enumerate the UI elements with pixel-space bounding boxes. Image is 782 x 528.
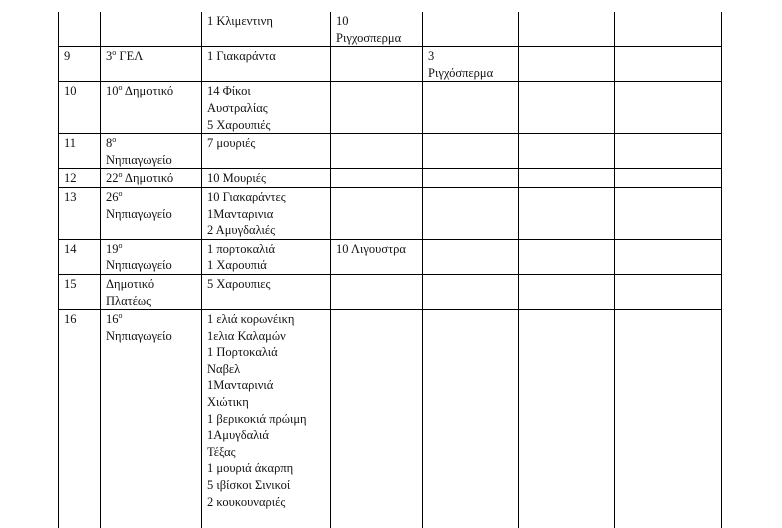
plants-cell	[202, 187, 331, 239]
empty-cell	[519, 239, 615, 274]
row-number-cell: 12	[59, 169, 101, 188]
plant-line: 1 πορτοκαλιά	[207, 241, 276, 256]
empty-cell	[519, 187, 615, 239]
plants-cell	[202, 274, 331, 309]
plant-line: Αυστραλίας	[207, 100, 268, 115]
extra-cell	[331, 134, 423, 169]
plants-cell	[202, 12, 331, 47]
plant-line: 1 Γιακαράντα	[207, 49, 276, 64]
extra-cell	[331, 82, 423, 134]
extra-cell	[423, 82, 519, 134]
empty-cell	[615, 239, 722, 274]
plant-line: 5 Χαρουπιες	[207, 276, 271, 291]
extra-cell	[331, 274, 423, 309]
school-cell: $19^o$ Νηπιαγωγείο	[101, 239, 202, 274]
extra-cell	[423, 187, 519, 239]
empty-cell	[519, 274, 615, 309]
plants-cell	[202, 47, 331, 82]
extra-cell	[423, 310, 519, 528]
school-cell: $10^o$ Δημοτικό	[101, 82, 202, 134]
empty-cell	[615, 12, 722, 47]
empty-cell	[615, 82, 722, 134]
plant-line: 1 Κλιμεντινη	[207, 14, 273, 28]
plant-line: 10 Γιακαράντες	[207, 189, 286, 204]
table-row	[59, 134, 722, 169]
plant-line: 1 μουριά άκαρπη	[207, 461, 294, 476]
plant-line: 1 Χαρουπιά	[207, 258, 267, 273]
extra-cell	[423, 274, 519, 309]
school-cell: Δημοτικό Πλατέως	[101, 274, 202, 309]
table-row	[59, 82, 722, 134]
empty-cell	[519, 82, 615, 134]
plant-line: Τέξας	[207, 444, 236, 459]
empty-cell	[519, 310, 615, 528]
empty-cell	[519, 134, 615, 169]
empty-cell	[615, 134, 722, 169]
plant-line: 14 Φίκοι	[207, 84, 251, 99]
row-number-cell: 13	[59, 187, 101, 239]
extra-line: 10	[336, 14, 349, 28]
plants-cell	[202, 239, 331, 274]
row-number-cell: 16	[59, 310, 101, 528]
extra-cell	[331, 239, 423, 274]
plant-line: 1Αμυγδαλιά	[207, 428, 269, 443]
school-cell: $26^o$ Νηπιαγωγείο	[101, 187, 202, 239]
extra-line: Ριγχόσπερμα	[428, 65, 494, 80]
extra-cell	[331, 47, 423, 82]
table-row	[59, 187, 722, 239]
plant-line: 2 Αμυγδαλιές	[207, 223, 276, 238]
plant-line: 2 κουκουναριές	[207, 494, 286, 509]
plant-line: 5 ιβίσκοι Σινικοί	[207, 478, 291, 493]
school-cell: $16^o$ Νηπιαγωγείο	[101, 310, 202, 528]
empty-cell	[519, 47, 615, 82]
extra-cell	[423, 239, 519, 274]
empty-cell	[615, 47, 722, 82]
empty-cell	[519, 12, 615, 47]
empty-cell	[615, 169, 722, 188]
school-cell: $8^o$ Νηπιαγωγείο	[101, 134, 202, 169]
empty-cell	[519, 169, 615, 188]
plant-line: 5 Χαρουπιές	[207, 117, 271, 132]
extra-cell	[331, 187, 423, 239]
extra-cell	[423, 169, 519, 188]
row-number-cell: 9	[59, 47, 101, 82]
row-number-cell: 15	[59, 274, 101, 309]
table-row	[59, 310, 722, 528]
plant-line: 1 ελιά κορωνέικη	[207, 312, 295, 327]
plant-line: 1Μανταρινια	[207, 206, 274, 221]
empty-cell	[615, 310, 722, 528]
table-row	[59, 239, 722, 274]
table-row	[59, 47, 722, 82]
extra-cell	[331, 169, 423, 188]
school-cell: $3^o$ ΓΕΛ	[101, 47, 202, 82]
plant-line: 10 Μουριές	[207, 171, 266, 186]
empty-cell	[615, 187, 722, 239]
row-number-cell: 10	[59, 82, 101, 134]
plant-line: 1Μανταρινιά	[207, 378, 274, 393]
plants-cell	[202, 169, 331, 188]
table-row	[59, 12, 722, 47]
extra-cell	[423, 47, 519, 82]
school-cell: $22^o$ Δημοτικό	[101, 169, 202, 188]
row-number-cell	[59, 12, 101, 47]
plant-line: 1ελια Καλαμών	[207, 328, 286, 343]
plant-line: Ναβελ	[207, 361, 241, 376]
extra-cell	[331, 12, 423, 47]
row-number-cell: 11	[59, 134, 101, 169]
table-row	[59, 169, 722, 188]
row-number-cell: 14	[59, 239, 101, 274]
plants-cell	[202, 82, 331, 134]
plant-line: Χιώτικη	[207, 395, 249, 410]
plants-cell	[202, 134, 331, 169]
plants-cell	[202, 310, 331, 528]
extra-cell	[423, 12, 519, 47]
extra-line: 10 Λιγουστρα	[336, 241, 406, 256]
extra-line: Ριγχοσπερμα	[336, 30, 402, 45]
school-cell	[101, 12, 202, 47]
empty-cell	[615, 274, 722, 309]
extra-cell	[423, 134, 519, 169]
extra-line: 3	[428, 49, 435, 64]
table-row	[59, 274, 722, 309]
plant-line: 1 Πορτοκαλιά	[207, 345, 278, 360]
plant-line: 7 μουριές	[207, 136, 256, 151]
plants-table	[58, 12, 722, 528]
plant-line: 1 βερικοκιά πρώιμη	[207, 411, 307, 426]
extra-cell	[331, 310, 423, 528]
